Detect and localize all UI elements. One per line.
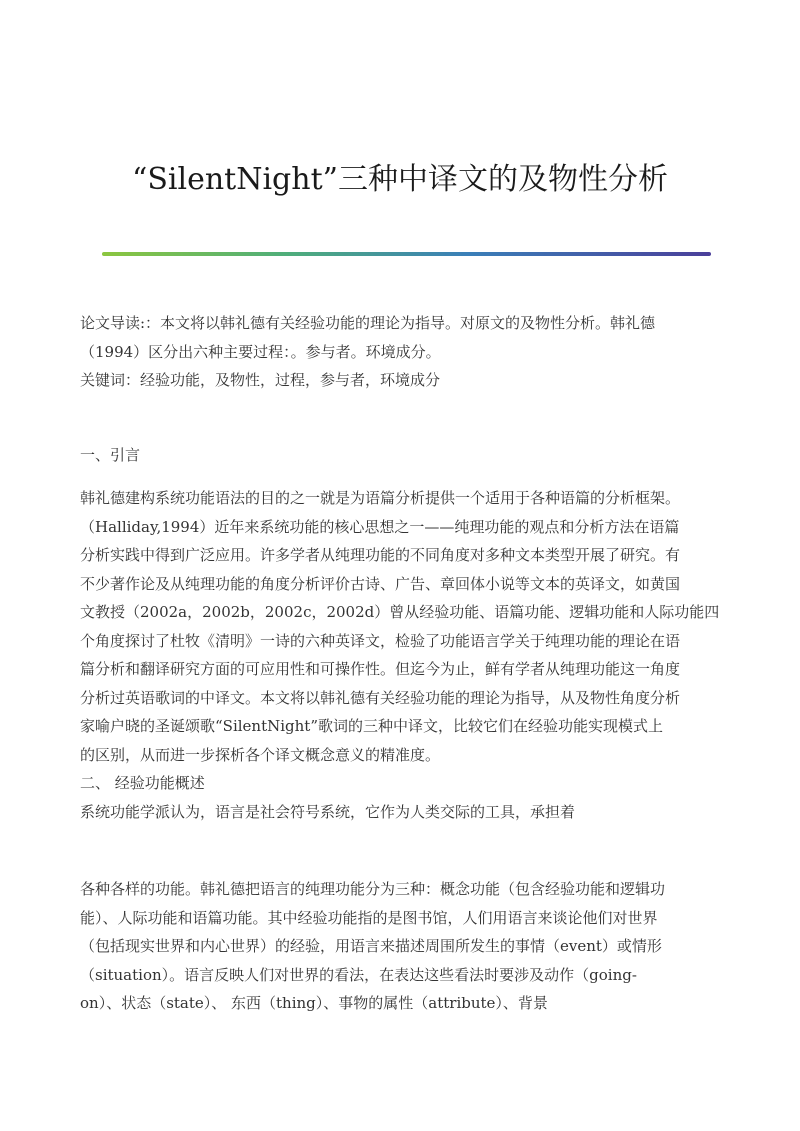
paragraph-line: 韩礼德建构系统功能语法的目的之一就是为语篇分析提供一个适用于各种语篇的分析框架。 [80,489,681,507]
paragraph-line: 能）、人际功能和语篇功能。其中经验功能指的是图书馆，人们用语言来谈论他们对世界 [80,908,658,927]
section-introduction [80,441,720,470]
section-heading-text: 一、引言 [80,446,141,464]
paragraph-line: 家喻户晓的圣诞颂歌“SilentNight”歌词的三种中译文，比较它们在经验功能实现模式上 [80,717,663,735]
paragraph-line: 个角度探讨了杜牧《清明》一诗的六种英译文，检验了功能语言学关于纯理功能的理论在语 [80,631,681,650]
paragraph-line: 各种各样的功能。韩礼德把语言的纯理功能分为三种：概念功能（包含经验功能和逻辑功 [80,880,666,898]
paragraph-line: （包括现实世界和内心世界）的经验，用语言来描述周围所发生的事情（event）或情形 [80,937,662,955]
abstract-line: 论文导读:：本文将以韩礼德有关经验功能的理论为指导。对原文的及物性分析。韩礼德 [80,314,656,332]
section-heading-experiential [80,769,720,798]
introduction-paragraph [80,484,720,769]
title-divider [102,252,711,256]
abstract-paragraph [80,309,720,366]
document-title: “SilentNight”三种中译文的及物性分析 [132,162,668,197]
paragraph-line: on）、状态（state）、 东西（thing）、事物的属性（attribute）、背景 [80,994,548,1012]
paragraph-line: 分析过英语歌词的中译文。本文将以韩礼德有关经验功能的理论为指导，从及物性角度分析 [80,688,681,707]
abstract-line: （1994）区分出六种主要过程：。参与者。环境成分。 [80,342,441,361]
abstract-block [80,309,720,395]
paragraph-line: （situation）。语言反映人们对世界的看法，在表达这些看法时要涉及动作（going- [80,965,637,984]
keywords-line [80,366,720,395]
paragraph-line: 分析实践中得到广泛应用。许多学者从纯理功能的不同角度对多种文本类型开展了研究。有 [80,546,681,564]
paragraph-line: 篇分析和翻译研究方面的可应用性和可操作性。但迄今为止，鲜有学者从纯理功能这一角度 [80,660,681,678]
paragraph-line: 不少著作论及从纯理功能的角度分析评价古诗、广告、章回体小说等文本的英译文，如黄国 [80,574,681,593]
keywords-text: 关键词：经验功能，及物性，过程，参与者，环境成分 [80,371,441,389]
experiential-first-line [80,798,720,827]
experiential-paragraph [80,875,720,1018]
experiential-body [80,875,720,1018]
section-heading-introduction [80,441,720,470]
paragraph-line: 系统功能学派认为，语言是社会符号系统，它作为人类交际的工具，承担着 [80,802,576,821]
paragraph-line: 文教授（2002a，2002b，2002c，2002d）曾从经验功能、语篇功能、逻辑功能和人际功能四 [80,603,720,621]
paragraph-line: （Halliday,1994）近年来系统功能的核心思想之一——纯理功能的观点和分析方法在语篇 [80,517,680,536]
introduction-body [80,484,720,826]
section-heading-text: 二、 经验功能概述 [80,774,205,792]
paragraph-line: 的区别，从而进一步探析各个译文概念意义的精准度。 [80,745,441,764]
